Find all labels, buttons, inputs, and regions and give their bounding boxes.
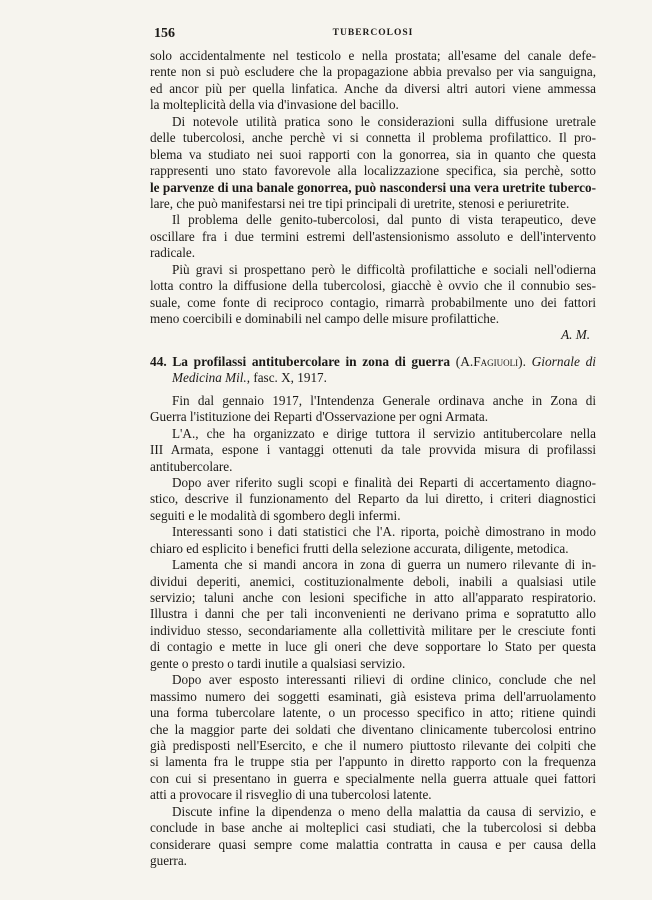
text-line: servizio; taluni anche con lesioni specifiche in atto all'apparato respiratorio. <box>150 590 596 605</box>
entry-number: 44. <box>150 353 167 369</box>
text-line: lare, che può manifestarsi nei tre tipi principali di uretrite, stenosi e periuretrite. <box>150 195 570 211</box>
text-line: le parvenze di una banale gonorrea, può nascondersi una vera uretrite tuberco- <box>150 179 596 195</box>
paragraph <box>150 212 596 261</box>
text-line: Dopo aver riferito sugli scopi e finalità dei Reparti di accertamento diagno- <box>172 474 596 490</box>
running-title: TUBERCOLOSI <box>332 28 414 38</box>
text-line: di contagio e mette in luce gli oneri che deve sopportare lo Stato per questa <box>150 639 596 655</box>
entry-author-open: (A. <box>455 353 474 369</box>
text-line: rente non si può escludere che la propagazione abbia prevalso per via sanguigna, <box>150 64 596 80</box>
paragraph <box>150 426 596 475</box>
text-line: massimo numero dei soggetti esaminati, già esisteva prima dell'arruolamento <box>150 688 596 704</box>
page-number: 156 <box>154 26 175 41</box>
paragraph <box>150 557 596 672</box>
text-line: rappresenti uno stato favorevole alla localizzazione specifica, sia perchè, sotto <box>150 163 596 179</box>
paragraph <box>150 475 596 524</box>
text-line: delle tubercolosi, anche perchè vi si connetta il problema profilattico. Il pro- <box>150 130 596 146</box>
text-line: chiaro ed esplicito i benefici frutti della selezione accurata, diligente, metodica. <box>150 540 569 556</box>
text-line: una forma tubercolare latente, o un processo specifico in atto; ritiene quindi <box>150 705 596 721</box>
paragraph <box>150 804 596 870</box>
text-line: blema va studiato nei suoi rapporti con la gonorrea, sia in quanto che questa <box>150 146 596 162</box>
entry-author-close: ). <box>518 353 526 369</box>
page-header <box>150 26 596 44</box>
text-line: dividui deperiti, anemici, costituzionalmente deboli, inabili a qualsiasi utile <box>150 573 596 589</box>
text-line: che la maggior parte dei soldati che diventano clinicamente tubercolosi entrino <box>150 721 596 737</box>
text-line: già predisposti nell'Esercito, e che il numero piuttosto rilevante dei colpiti che <box>150 737 596 753</box>
paragraph <box>150 672 596 804</box>
entry-heading <box>150 354 596 387</box>
text-line: con cui si presentano in guerra e specialmente nella guerra attuale quei fattori <box>150 770 596 786</box>
text-line: considerare quasi sempre come malattia contratta in causa e per causa della <box>150 836 596 852</box>
text-line: L'A., che ha organizzato e dirige tuttora il servizio antitubercolare nella <box>172 425 596 441</box>
text-line: Discute infine la dipendenza o meno della malattia da causa di servizio, e <box>172 803 596 819</box>
previous-review-text <box>150 48 596 327</box>
paragraph <box>150 48 596 114</box>
text-line: la molteplicità della via d'invasione del bacillo. <box>150 97 399 113</box>
text-line: III Armata, espone i vantaggi ottenuti da tale provvida misura di profilassi <box>150 442 596 458</box>
page-body <box>150 48 596 869</box>
text-line: antitubercolare. <box>150 458 233 474</box>
text-line: meno coercibili e dominabili nel campo delle misure profilattiche. <box>150 311 499 326</box>
text-line: Illustra i danni che per tali inconvenienti ne derivano prima e sopratutto allo <box>150 606 596 622</box>
entry-citation-line <box>150 370 596 386</box>
text-line: solo accidentalmente nel testicolo e nella prostata; all'esame del canale defe- <box>150 48 596 63</box>
paragraph <box>150 524 596 557</box>
text-line: gente o presto o tardi inutile a qualsiasi servizio. <box>150 655 406 671</box>
text-line: lotta contro la diffusione della tubercolosi, giacchè è ovvio che il connubio ses- <box>150 278 596 294</box>
entry-journal-a: Giornale di <box>531 353 596 369</box>
text-line: radicale. <box>150 245 196 261</box>
text-line: Fin dal gennaio 1917, l'Intendenza Generale ordinava anche in Zona di <box>172 392 596 408</box>
text-line: Lamenta che si mandi ancora in zona di guerra un numero rilevante di in- <box>172 557 596 573</box>
text-line: individuo stesso, secondariamente alla collettività militare per le cresciute fonti <box>150 622 596 638</box>
entry-author-name: Fagiuoli <box>473 353 519 369</box>
text-line: suale, come fonte di reciproco contagio, rimarrà probabilmente uno dei fattori <box>150 294 596 310</box>
text-line: conclude in base anche ai molteplici casi studiati, che la tubercolosi si debba <box>150 820 596 836</box>
entry-title: La profilassi antitubercolare in zona di guerra <box>172 353 451 369</box>
entry-title-line <box>150 354 596 370</box>
text-line: Il problema delle genito-tubercolosi, dal punto di vista terapeutico, deve <box>172 212 596 228</box>
paragraph <box>150 114 596 213</box>
text-line: atti a provocare il risveglio di una tubercolosi latente. <box>150 787 432 803</box>
entry-journal-b: Medicina Mil. <box>172 370 247 386</box>
text-line: oscillare fra i due termini estremi dell'astensionismo assoluto e dell'intervento <box>150 228 596 244</box>
text-line: Di notevole utilità pratica sono le considerazioni sulla diffusione uretrale <box>172 113 596 129</box>
text-line: stico, descrive il funzionamento del Reparto da lui diretto, i criteri diagnostici <box>150 491 596 507</box>
text-line: Guerra l'istituzione dei Reparti d'Osservazione per ogni Armata. <box>150 409 488 425</box>
paragraph <box>150 393 596 426</box>
text-line: ed ancor più per quella linfatica. Anche da diversi altri autori viene ammessa <box>150 80 596 96</box>
text-line: seguiti e le modalità di sgombero degli infermi. <box>150 507 401 523</box>
entry-citation-rest: , fasc. X, 1917. <box>246 370 327 386</box>
text-line: guerra. <box>150 853 187 868</box>
text-line: si lamenta fra le truppe stia per l'appunto in diretto rapporto con la frequenza <box>150 754 596 770</box>
paragraph <box>150 262 596 328</box>
text-line: Dopo aver esposto interessanti rilievi di ordine clinico, conclude che nel <box>172 672 596 688</box>
entry-review-text <box>150 393 596 870</box>
text-line: Interessanti sono i dati statistici che l'A. riporta, poichè dimostrano in modo <box>172 524 596 540</box>
entry-spacer <box>150 344 596 354</box>
review-signature: A. M. <box>561 327 590 343</box>
text-line: Più gravi si prospettano però le difficoltà profilattiche e sociali nell'odierna <box>172 261 596 277</box>
